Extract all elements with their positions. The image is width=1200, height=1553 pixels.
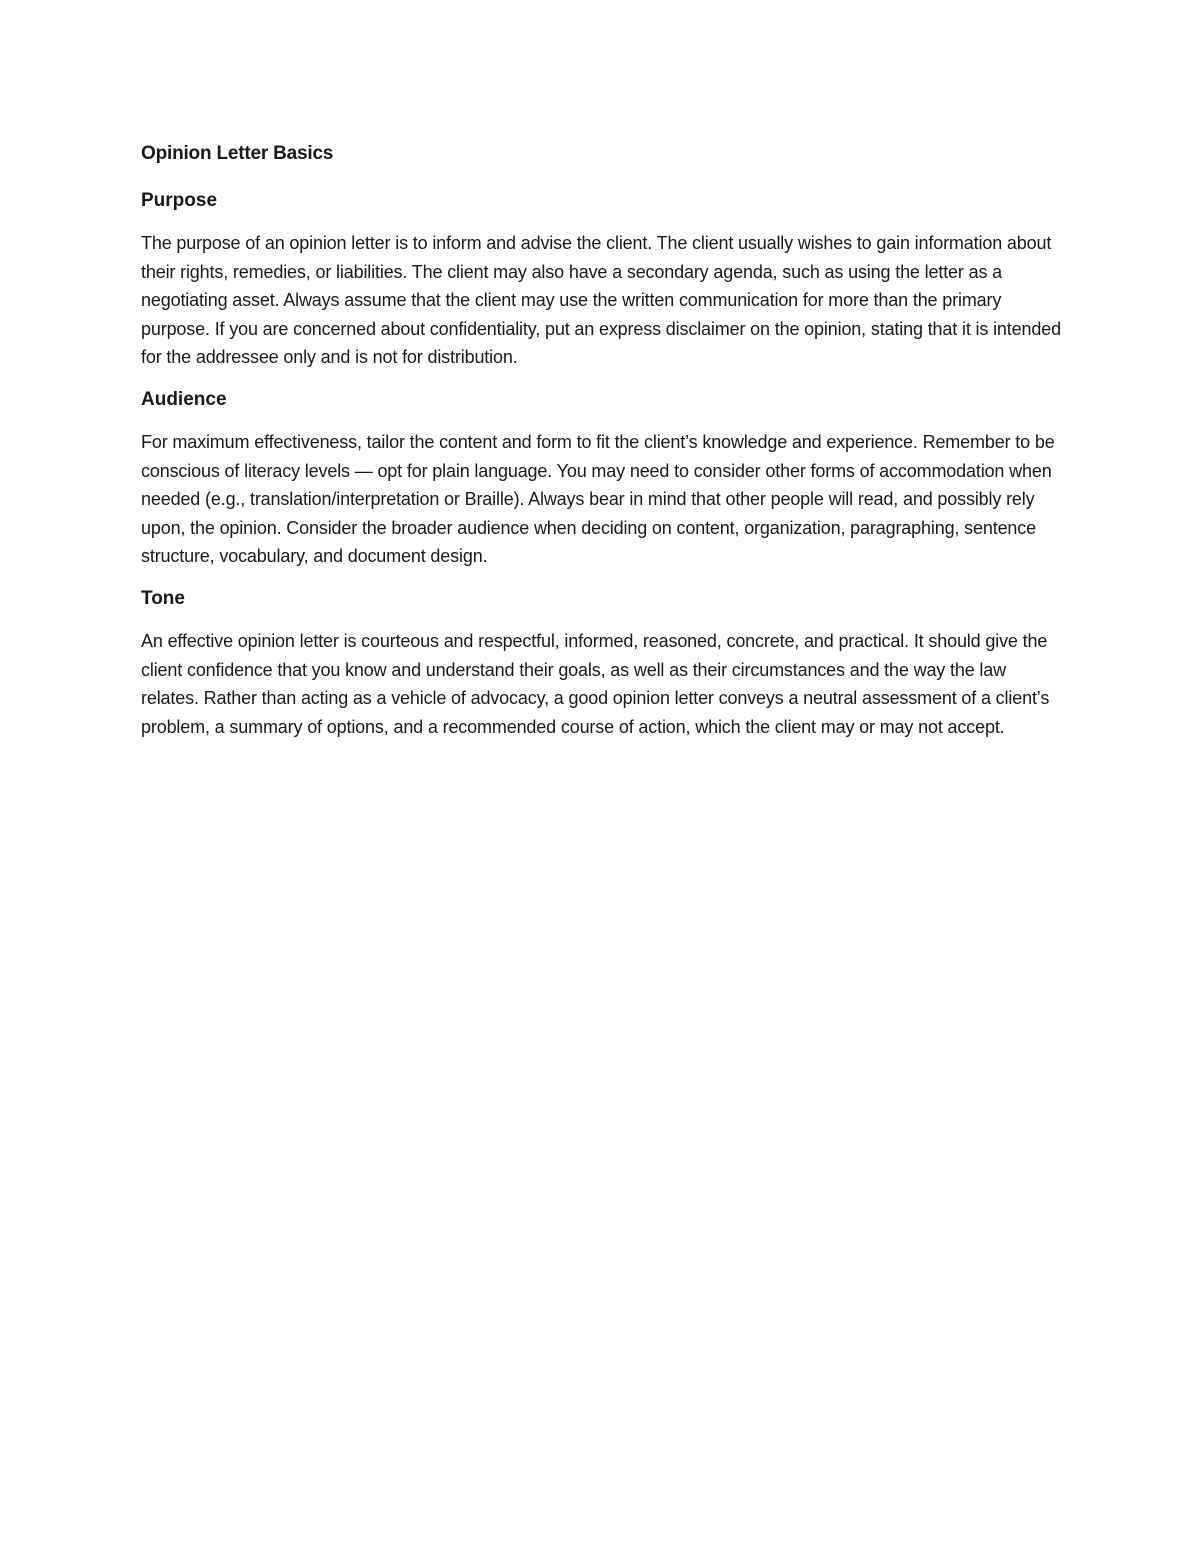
document-page — [141, 140, 1066, 755]
section-body-purpose: The purpose of an opinion letter is to inform and advise the client. The client usually wishes to gain information about their rights, remedies, or liabilities. The client may also have a secondary agenda, such as using the letter as a negotiating asset. Always assume that the client may use the written communication for more than the primary purpose. If you are concerned about confidentiality, put an express disclaimer on the opinion, stating that it is intended for the addressee only and is not for distribution. — [141, 233, 1061, 368]
section-heading-tone: Tone — [141, 587, 185, 609]
section-body-audience: For maximum effectiveness, tailor the content and form to fit the client’s knowledge and experience. Remember to be conscious of literacy levels — opt for plain language. You may need to consider other forms of accommodation when needed (e.g., translation/interpretation or Braille). Always bear in mind that other people will read, and possibly rely upon, the opinion. Consider the broader audience when deciding on content, organization, paragraphing, sentence structure, vocabulary, and document design. — [141, 431, 1055, 567]
document-title: Opinion Letter Basics — [141, 143, 334, 164]
section-heading-audience: Audience — [141, 388, 227, 410]
section-tone — [141, 585, 1066, 741]
section-body-tone: An effective opinion letter is courteous and respectful, informed, reasoned, concrete, and practical. It should give the client confidence that you know and understand their goals, as well as their circumstances and the way the law relates. Rather than acting as a vehicle of advocacy, a good opinion letter conveys a neutral assessment of a client’s problem, a summary of options, and a recommended course of action, which the client may or may not accept. — [141, 630, 1050, 737]
section-purpose — [141, 187, 1066, 372]
section-heading-purpose: Purpose — [141, 190, 218, 211]
section-audience — [141, 386, 1066, 571]
